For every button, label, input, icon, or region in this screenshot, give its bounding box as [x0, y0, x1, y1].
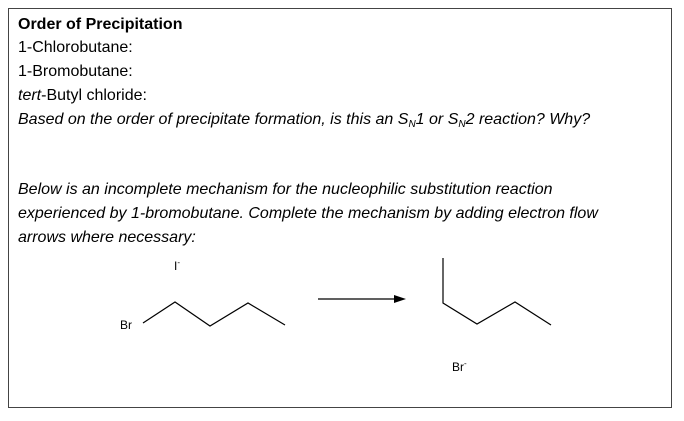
- bromide-charge: -: [464, 359, 467, 368]
- question-part2: 1 or S: [415, 111, 459, 128]
- question-part1: Based on the order of precipitate formation, is this an S: [18, 111, 409, 128]
- instruction-line-3: arrows where necessary:: [18, 229, 196, 246]
- reaction-arrow-head: [394, 295, 406, 303]
- instruction-line-1: Below is an incomplete mechanism for the nucleophilic substitution reaction: [18, 181, 553, 198]
- reactant-skeleton: [143, 302, 285, 326]
- bromide-leaving-group: [452, 357, 467, 374]
- section-heading: Order of Precipitation: [18, 16, 183, 33]
- iodide-nucleophile: [174, 256, 180, 273]
- bromine-atom-label: Br: [120, 318, 132, 332]
- iodide-symbol: I: [174, 259, 178, 273]
- tert-rest: -Butyl chloride:: [41, 87, 147, 104]
- item-1-chlorobutane: 1-Chlorobutane:: [18, 39, 133, 56]
- question-sub2: N: [458, 119, 466, 130]
- instruction-line-2: experienced by 1-bromobutane. Complete the mechanism by adding electron flow: [18, 205, 598, 222]
- tert-prefix: tert: [18, 87, 42, 104]
- question-part3: 2 reaction? Why?: [465, 111, 591, 128]
- iodide-charge: -: [177, 258, 181, 267]
- item-1-bromobutane: 1-Bromobutane:: [18, 63, 133, 80]
- bromide-symbol: Br: [452, 360, 464, 374]
- question-sub1: N: [408, 119, 416, 130]
- product-skeleton: [443, 258, 551, 325]
